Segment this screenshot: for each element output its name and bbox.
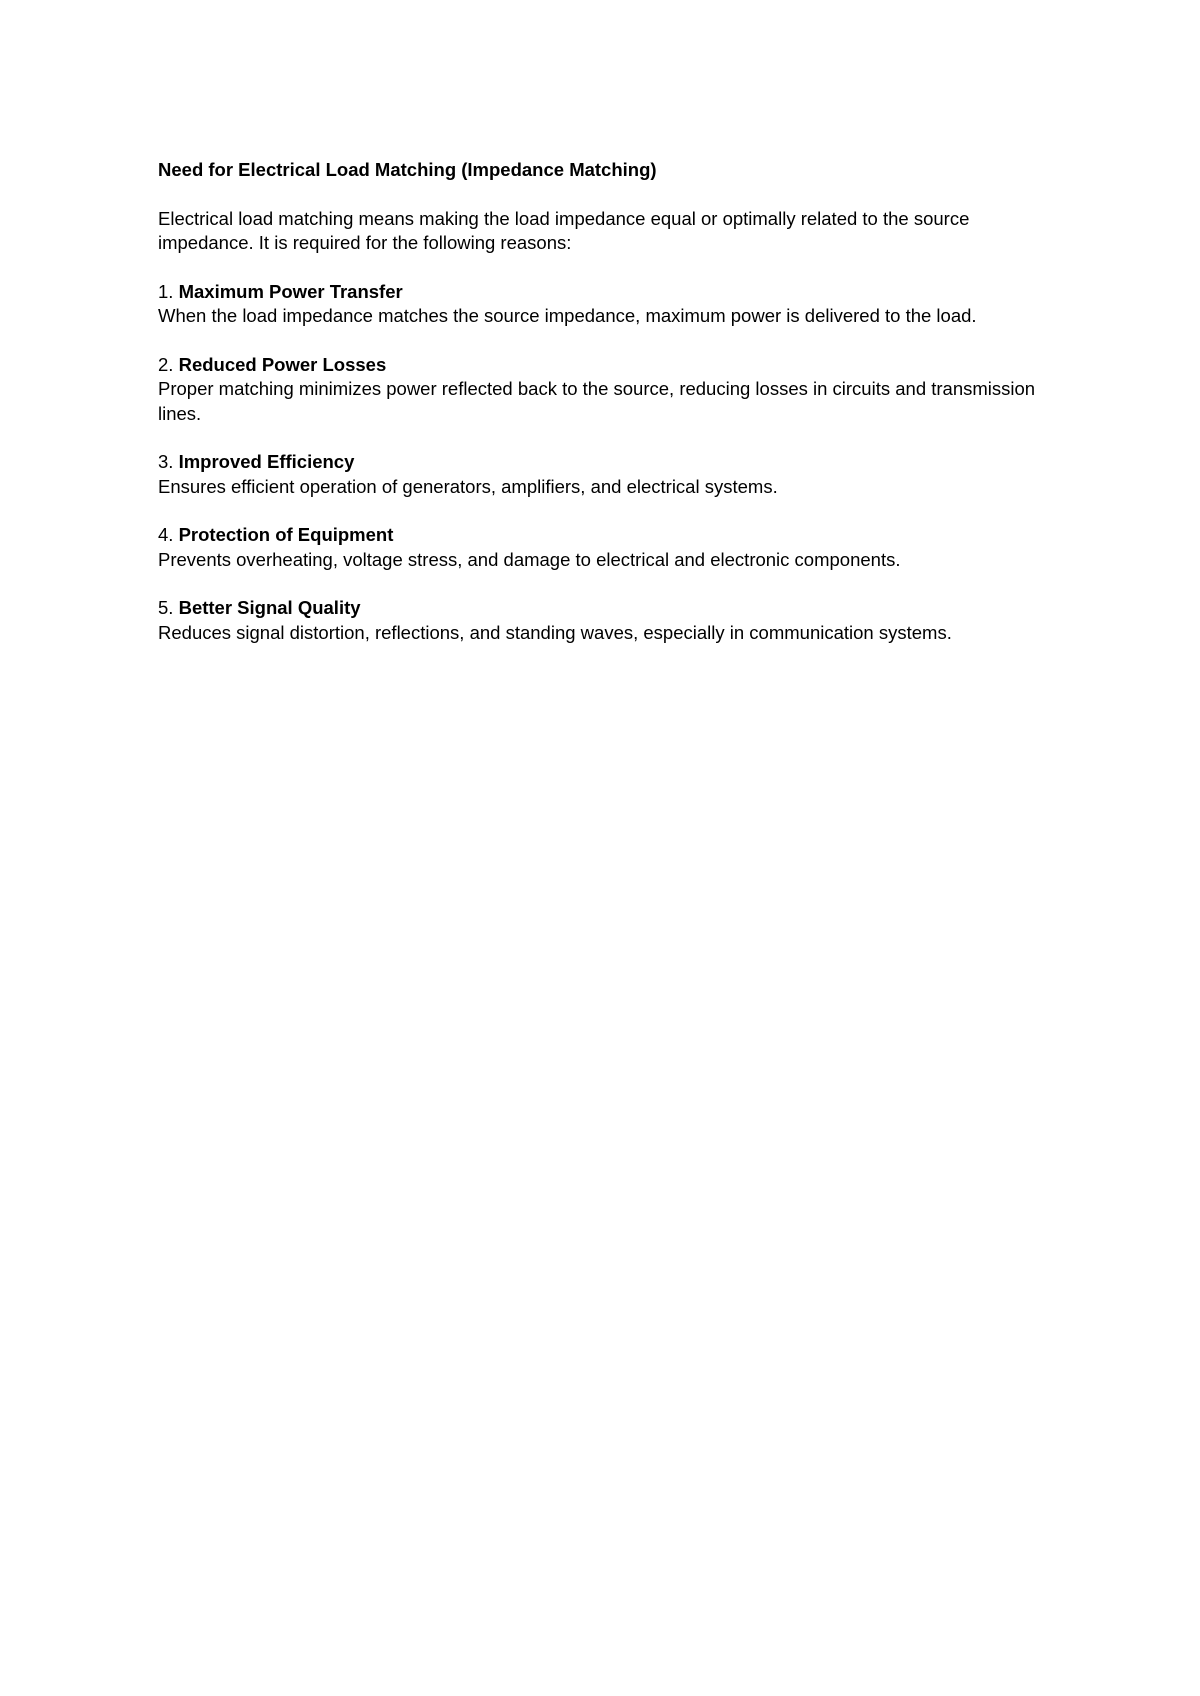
reason-heading	[158, 523, 1058, 548]
reason-heading	[158, 450, 1058, 475]
reason-section	[158, 523, 1058, 572]
document-title: Need for Electrical Load Matching (Impedance Matching)	[158, 159, 657, 180]
reason-number: 5.	[158, 597, 174, 618]
reason-number: 4.	[158, 524, 174, 545]
document-page	[158, 150, 1058, 669]
reason-title: Reduced Power Losses	[178, 353, 387, 375]
reason-body: Prevents overheating, voltage stress, and damage to electrical and electronic components.	[158, 548, 901, 570]
reason-section	[158, 353, 1058, 427]
reason-number: 3.	[158, 451, 174, 472]
reason-heading	[158, 596, 1058, 621]
reason-body: Reduces signal distortion, reflections, and standing waves, especially in communication systems.	[158, 621, 952, 643]
reason-title: Improved Efficiency	[178, 451, 355, 472]
reason-number: 2.	[158, 353, 174, 375]
reason-body: When the load impedance matches the source impedance, maximum power is delivered to the load.	[158, 305, 977, 326]
reason-title: Protection of Equipment	[178, 524, 394, 545]
reason-heading	[158, 353, 1058, 378]
reason-heading	[158, 280, 1058, 305]
reason-body: Proper matching minimizes power reflected back to the source, reducing losses in circuits and transmission lines.	[158, 378, 1036, 424]
reason-section	[158, 450, 1058, 499]
reason-title: Maximum Power Transfer	[178, 280, 403, 302]
intro-paragraph: Electrical load matching means making the load impedance equal or optimally related to the source impedance. It is required for the following reasons:	[158, 207, 970, 253]
reason-number: 1.	[158, 280, 174, 302]
reason-section	[158, 596, 1058, 645]
reason-section	[158, 280, 1058, 329]
reason-title: Better Signal Quality	[178, 597, 361, 618]
reason-body: Ensures efficient operation of generators, amplifiers, and electrical systems.	[158, 475, 778, 497]
